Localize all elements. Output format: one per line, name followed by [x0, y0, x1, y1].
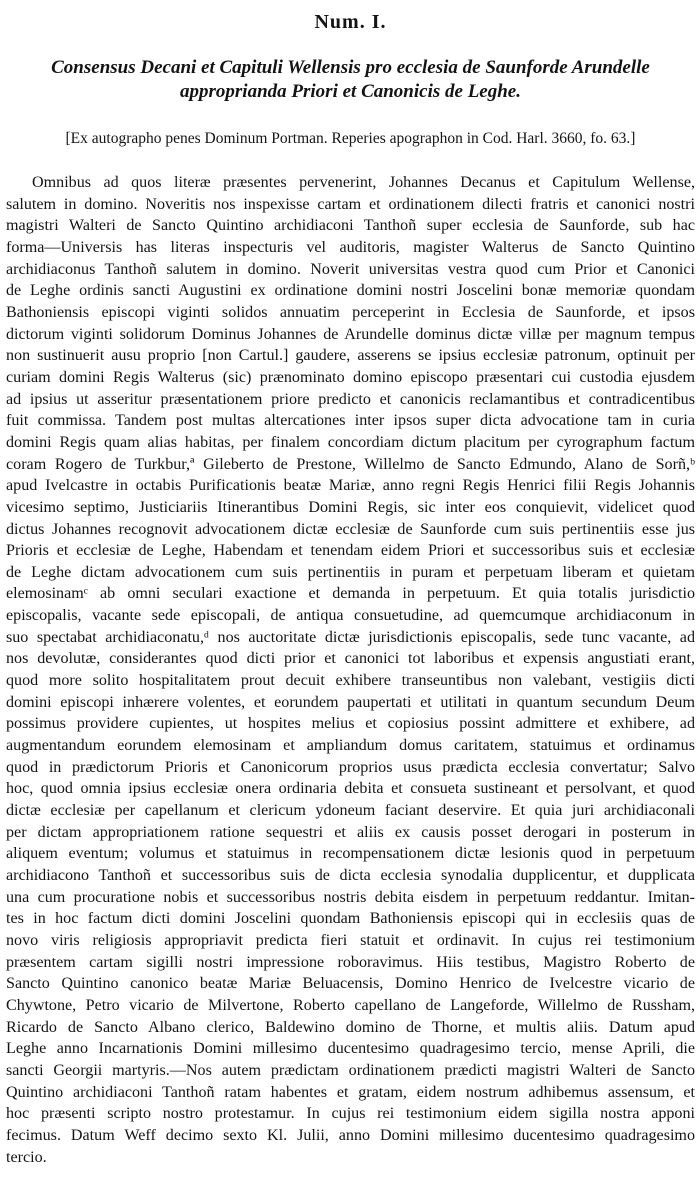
- source-note: [Ex autographo penes Dominum Portman. Reperies apographon in Cod. Harl. 3660, fo. 63.]: [65, 130, 636, 147]
- body-line: una cum procuratione nobis et successoribus nostris debita eisdem in perpetuum reddantur. Imitan-: [6, 888, 695, 906]
- body-line: suo spectabat archidiaconatu,ᵈ nos auctoritate dictæ jurisdictionis episcopalis, sede tunc vacante, ad: [6, 628, 695, 646]
- body-line: novo viris religiosis appropriavit predicta fieri statuit et ordinavit. In cujus rei testimonium: [6, 931, 695, 949]
- body-line: elemosinamᶜ ab omni seculari exactione et demanda in perpetuum. Et quia totalis jurisdictio: [6, 585, 695, 603]
- body-line: tercio.: [6, 1148, 47, 1166]
- body-line: de Leghe dictam advocationem cum suis pertinentiis in puram et perpetuam liberam et quietam: [6, 563, 695, 581]
- body-line: hoc præsenti scripto nostro protestamur. In cujus rei testimonium eidem sigilla nostra apponi: [6, 1105, 695, 1123]
- body-line: non sustinuerit ausu proprio [non Cartul.] gaudere, asserens se ipsius ecclesiæ patronum, optinuit per: [6, 347, 695, 365]
- body-line: fuit commissa. Tandem post multas altercationes inter ipsos super dicta advocatione tam in curia: [6, 412, 695, 430]
- title-line-1: Consensus Decani et Capituli Wellensis pro ecclesia de Saunforde Arundelle: [51, 57, 650, 78]
- body-line: Ricardo de Sancto Albano clerico, Baldewino domino de Thorne, et multis aliis. Datum apud: [6, 1018, 695, 1036]
- body-line: possimus providere cupientes, ut hospites melius et copiosius possint admittere et exhibere, ad: [6, 715, 695, 733]
- body-line: episcopalis, vacante sede episcopali, de antiqua consuetudine, ad quemcumque archidiaconum in: [6, 607, 695, 625]
- title-line-2: approprianda Priori et Canonicis de Leghe.: [180, 81, 521, 102]
- document-title: [20, 56, 681, 104]
- document-number-heading: Num. I.: [314, 11, 387, 33]
- body-line: aliquem eventum; volumus et statuimus in recompensationem dictæ lesionis quod in perpetuum: [6, 845, 695, 863]
- body-line: coram Rogero de Turkbur,ª Gileberto de Prestone, Willelmo de Sancto Edmundo, Alano de Sorñ,ᵇ: [6, 455, 695, 473]
- body-line: dictorum viginti solidorum Dominus Johannes de Arundelle dominus dictæ villæ per magnum tempus: [6, 325, 695, 343]
- body-line: dictus Johannes recognovit advocationem dictæ ecclesiæ de Saunforde cum suis pertinentiis esse jus: [6, 520, 695, 538]
- body-line: hoc, quod omnia ipsius ecclesiæ onera ordinaria debita et consueta sustineant et persolvant, et quod: [6, 780, 695, 798]
- body-line: dictæ ecclesiæ per capellanum et clericum ydoneum faciant deservire. Et quia juri archidiaconali: [6, 802, 695, 820]
- body-line: domini Regis quam alias habitas, per finalem concordiam dictum placitum per cyrographum factum: [6, 433, 695, 451]
- body-line: nos devolutæ, considerantes quod dicti prior et canonici tot laboribus et expensis angustiati erant,: [6, 650, 695, 668]
- body-line: magistri Walteri de Sancto Quintino archidiaconi Tanthoñ super ecclesia de Saunforde, sub hac: [6, 217, 695, 235]
- body-line: tes in hoc factum dicti domini Joscelini quondam Bathoniensis episcopi qui in ecclesiis quas de: [6, 910, 695, 928]
- body-line: archidiaconus Tanthoñ salutem in domino. Noverit universitas vestra quod cum Prior et Canonici: [6, 260, 695, 278]
- body-line: Quintino archidiaconi Tanthoñ ratam habentes et gratam, eidem nostrum adhibemus assensum, et: [6, 1083, 695, 1101]
- body-line: ad ipsius ut asseritur præsentationem priore predicto et canonicis reclamantibus et contradicentibus: [6, 390, 695, 408]
- body-line: salutem in domino. Noveritis nos inspexisse cartam et ordinationem dilecti fratris et canonici nostri: [6, 195, 695, 213]
- body-line: vicesimo septimo, Justiciariis Itinerantibus Domini Regis, sic inter eos conquievit, videlicet quod: [6, 498, 695, 516]
- body-line: quod more solito hospitalitatem prout decuit exhibere transeuntibus non valebant, vestigiis dicti: [6, 672, 695, 690]
- body-line: fecimus. Datum Weff decimo sexto Kl. Julii, anno Domini millesimo ducentesimo quadragesimo: [6, 1126, 695, 1144]
- body-line: Omnibus ad quos literæ præsentes pervenerint, Johannes Decanus et Capitulum Wellense,: [32, 174, 695, 191]
- body-line: quod in prædictorum Prioris et Canonicorum proprios usus prædicta ecclesia convertatur; Salvo: [6, 758, 695, 776]
- body-line: Leghe anno Incarnationis Domini millesimo ducentesimo quadragesimo tercio, mense Aprili, die: [6, 1040, 695, 1058]
- document-body: [6, 172, 695, 1168]
- body-line: archidiacono Tanthoñ et successoribus suis de dicta ecclesia synodalia dupplicentur, et dupplicata: [6, 867, 695, 884]
- body-line: Sancto Quintino canonico beatæ Mariæ Beluacensis, Domino Henrico de Ivelcestre vicario de: [6, 975, 695, 993]
- body-line: curiam domini Regis Walterus (sic) prænominato domino episcopo præsentari cui custodia ejusdem: [6, 368, 695, 386]
- body-line: sancti Georgii martyris.—Nos autem prædictam ordinationem prædicti magistri Walteri de Sancto: [6, 1061, 695, 1079]
- body-line: apud Ivelcastre in octabis Purificationis beatæ Mariæ, anno regni Regis Henrici filii Regis Johannis: [6, 477, 695, 495]
- body-line: de Leghe ordinis sancti Augustini ex ordinatione domini nostri Joscelini bonæ memoriæ quondam: [6, 282, 695, 300]
- body-line: forma—Universis has literas inspecturis vel auditoris, magister Walterus de Sancto Quintino: [6, 238, 695, 256]
- body-line: per dictam appropriationem ratione sequestri et aliis ex causis posset derogari in posterum in: [6, 823, 695, 841]
- body-line: præsentem cartam sigilli nostri impressione roboravimus. Hiis testibus, Magistro Roberto de: [6, 953, 695, 971]
- body-line: domini episcopi inhærere volentes, et eorundem paupertati et utilitati in quantum secundum Deum: [6, 693, 695, 711]
- body-line: Chywtone, Petro vicario de Milvertone, Roberto capellano de Langeforde, Willelmo de Russham,: [6, 996, 695, 1014]
- body-line: Bathoniensis episcopi viginti solidos annuatim perceperint in Ecclesia de Saunforde, et ipsos: [6, 303, 695, 321]
- body-line: augmentandum eorundem elemosinam et ampliandum domus caritatem, statuimus et ordinamus: [6, 737, 695, 755]
- body-line: Prioris et ecclesiæ de Leghe, Habendam et tenendam eidem Priori et successoribus suis et ecclesiæ: [6, 542, 695, 560]
